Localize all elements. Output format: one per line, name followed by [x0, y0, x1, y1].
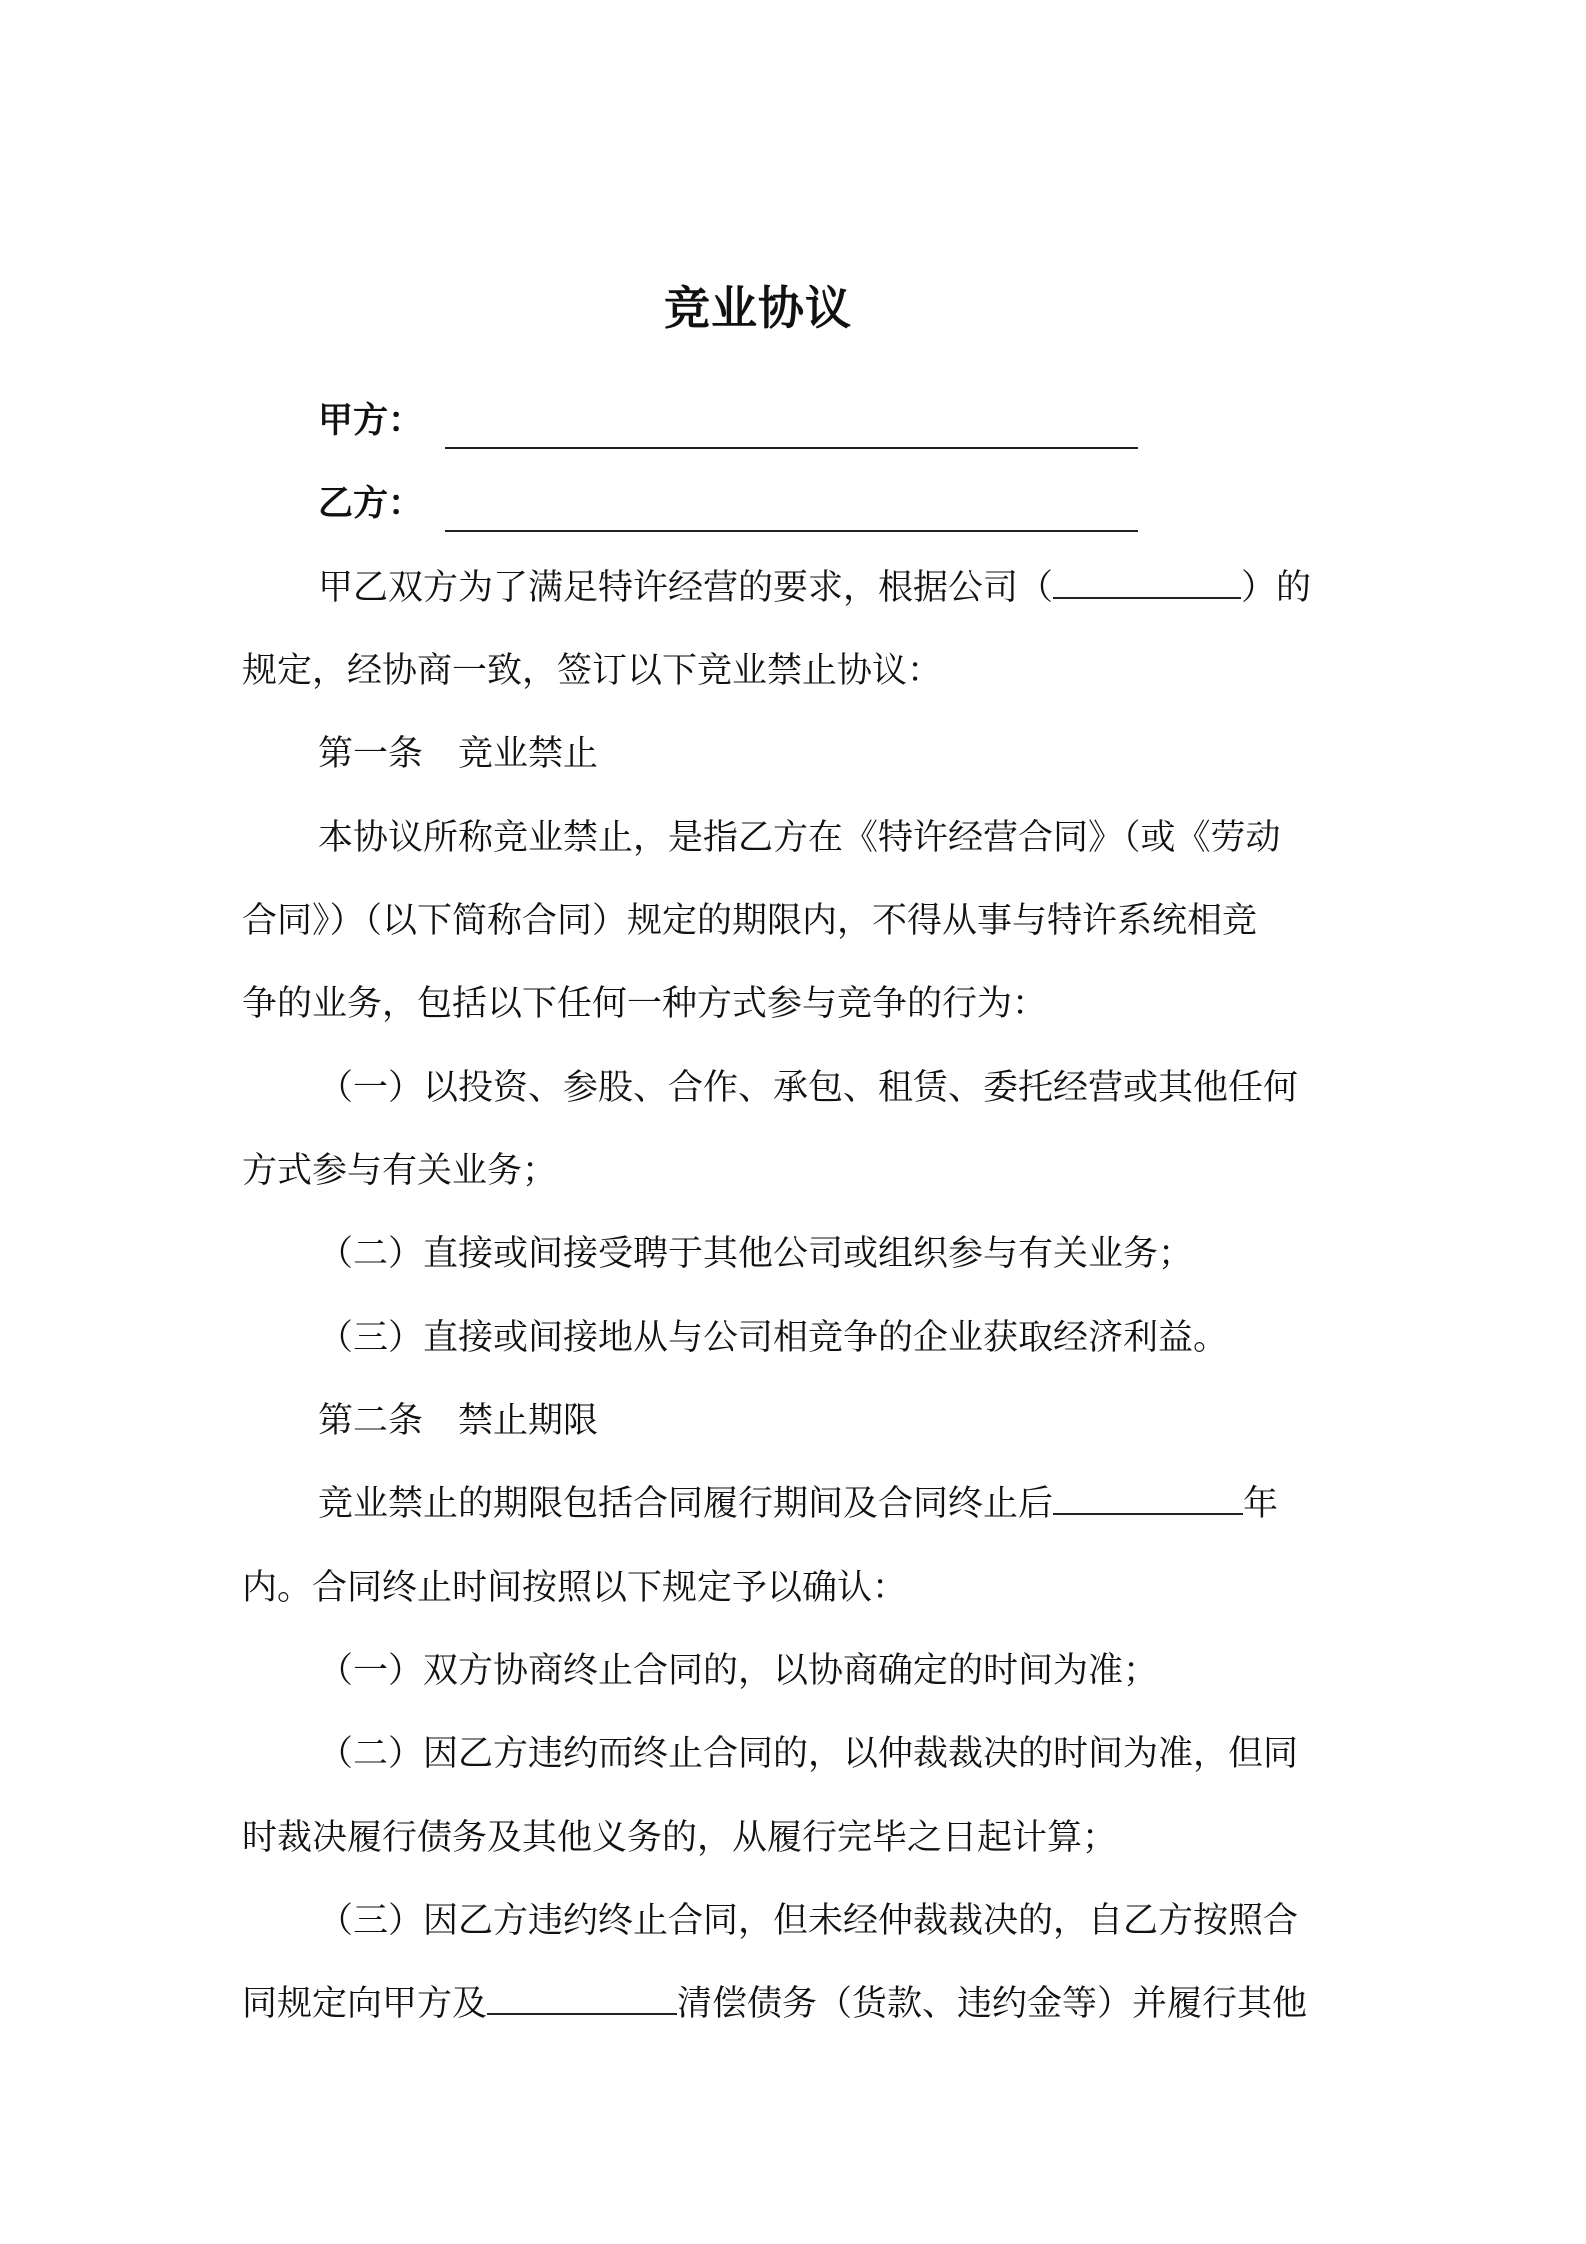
- text-segment: 同规定向甲方及: [242, 1984, 488, 2024]
- text-segment: 竞业禁止的期限包括合同履行期间及合同终止后: [318, 1484, 1054, 1524]
- paragraph-line: 方式参与有关业务；: [242, 1151, 558, 1191]
- paragraph-line: 内。合同终止时间按照以下规定予以确认：: [242, 1568, 908, 1608]
- paragraph-line: 时裁决履行债务及其他义务的，从履行完毕之日起计算；: [242, 1818, 1118, 1858]
- paragraph-line: [318, 562, 1311, 614]
- years-blank: [1053, 1479, 1243, 1515]
- list-item: （三）因乙方违约终止合同，但未经仲裁裁决的，自乙方按照合: [318, 1901, 1299, 1941]
- list-item: （二）因乙方违约而终止合同的，以仲裁裁决的时间为准，但同: [318, 1734, 1299, 1774]
- party-a-row: [318, 395, 1138, 447]
- text-segment: 年: [1243, 1484, 1279, 1524]
- text-segment: 清偿债务（货款、违约金等）并履行其他: [677, 1984, 1308, 2024]
- party-b-row: [318, 478, 1138, 530]
- payee-blank: [487, 1979, 677, 2015]
- list-item: （二）直接或间接受聘于其他公司或组织参与有关业务；: [318, 1234, 1194, 1274]
- paragraph-line: 规定，经协商一致，签订以下竞业禁止协议：: [242, 651, 943, 691]
- list-item: （一）双方协商终止合同的，以协商确定的时间为准；: [318, 1651, 1159, 1691]
- paragraph-line: [242, 1978, 1307, 2030]
- party-a-label: 甲方：: [318, 401, 424, 441]
- paragraph-line: 本协议所称竞业禁止，是指乙方在《特许经营合同》（或《劳动: [318, 818, 1281, 858]
- list-item: （三）直接或间接地从与公司相竞争的企业获取经济利益。: [318, 1318, 1229, 1358]
- article-1-heading: 第一条 竞业禁止: [318, 734, 599, 774]
- text-segment: ）的: [1241, 568, 1312, 608]
- company-name-blank: [1053, 563, 1241, 599]
- paragraph-line: 争的业务，包括以下任何一种方式参与竞争的行为：: [242, 984, 1048, 1024]
- article-2-heading: 第二条 禁止期限: [318, 1401, 599, 1441]
- document-title: 竞业协议: [664, 281, 852, 335]
- paragraph-line: 合同》）（以下简称合同）规定的期限内，不得从事与特许系统相竞: [242, 901, 1258, 941]
- text-segment: 甲乙双方为了满足特许经营的要求，根据公司（: [318, 568, 1054, 608]
- party-b-blank: [445, 530, 1138, 532]
- paragraph-line: [318, 1478, 1278, 1530]
- party-a-blank: [445, 447, 1138, 449]
- party-b-label: 乙方：: [318, 484, 424, 524]
- list-item: （一）以投资、参股、合作、承包、租赁、委托经营或其他任何: [318, 1068, 1299, 1108]
